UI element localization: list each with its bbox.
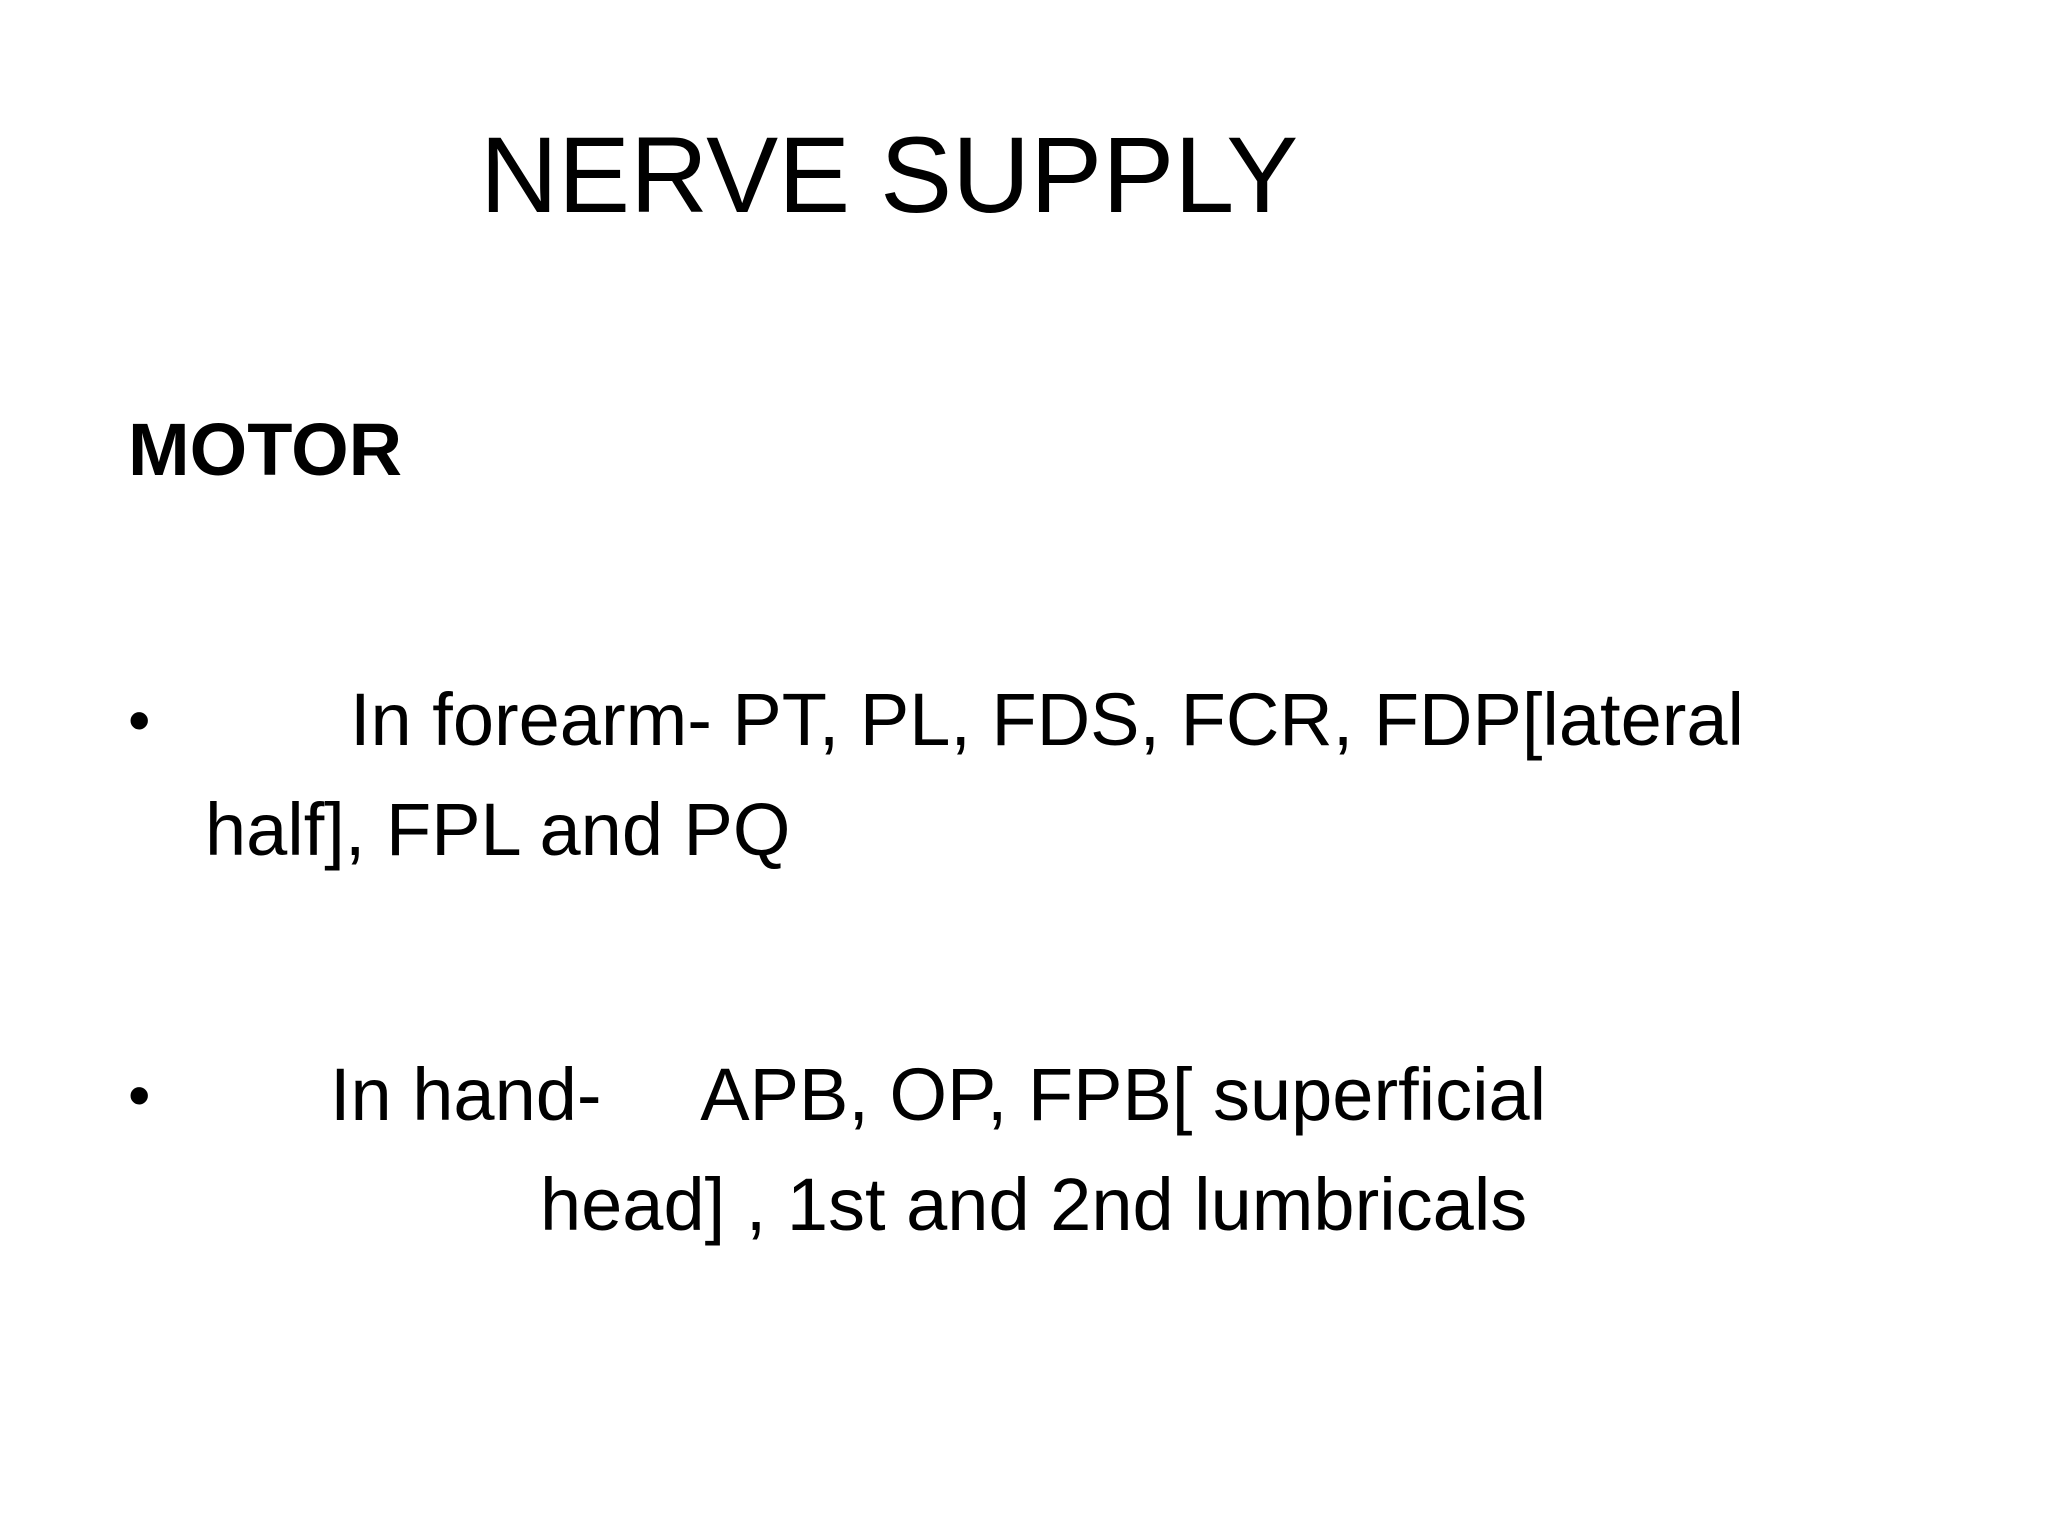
bullet-marker: • [128,1059,151,1131]
bullet-text-line2: half], FPL and PQ [205,788,791,871]
section-heading-motor: MOTOR [128,408,403,491]
slide-title: NERVE SUPPLY [480,114,1299,235]
bullet-text-line2: head] , 1st and 2nd lumbricals [540,1163,1528,1246]
bullet-marker: • [128,684,151,756]
bullet-text-line1: In forearm- PT, PL, FDS, FCR, FDP[lateral [350,678,1744,761]
bullet-text-line1: In hand- APB, OP, FPB[ superficial [330,1053,1547,1136]
